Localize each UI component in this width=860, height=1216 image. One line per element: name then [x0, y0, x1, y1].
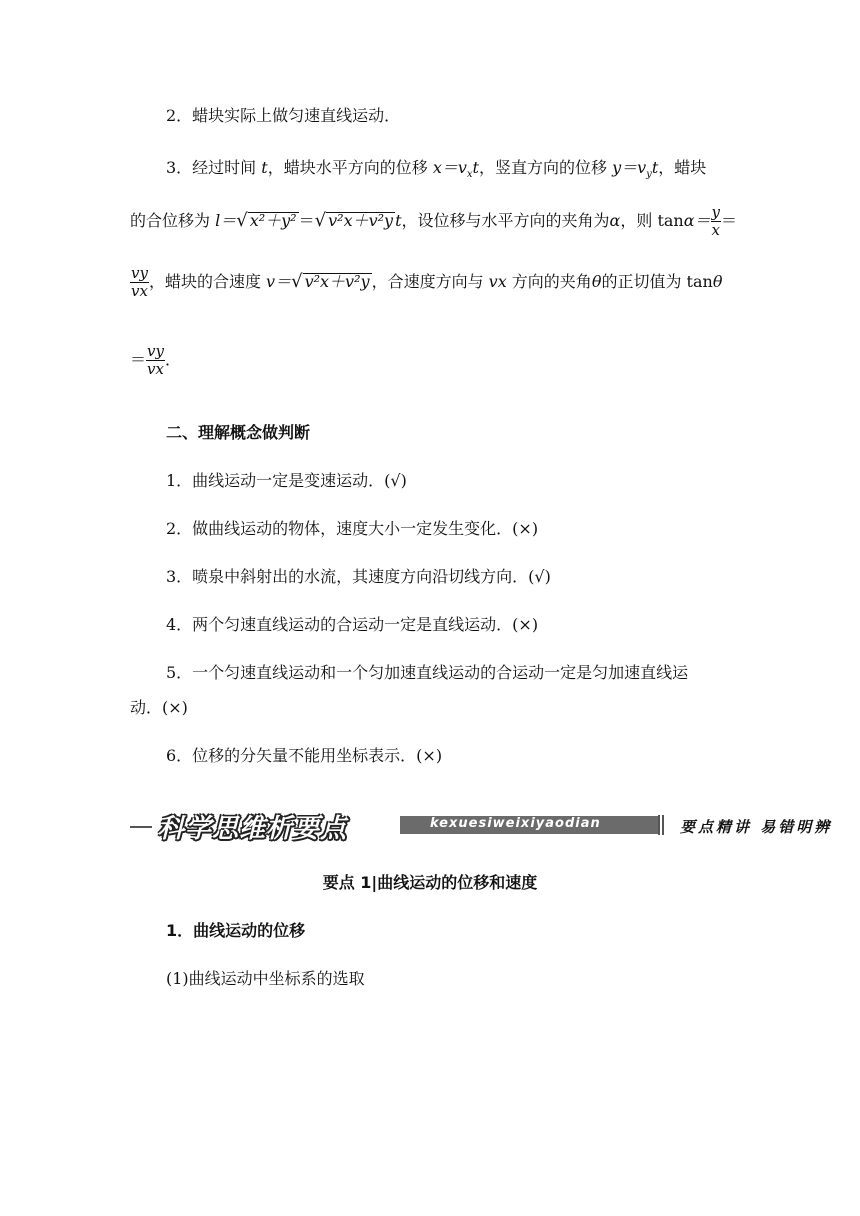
banner-rule: [130, 826, 152, 828]
math-alpha-eq: α＝: [683, 211, 711, 230]
text-fragment: 的合位移为: [130, 211, 216, 230]
radical-icon: √: [236, 210, 248, 231]
math-v-eq: v＝: [266, 272, 292, 291]
list-item: 2．做曲线运动的物体，速度大小一定发生变化．(×): [166, 519, 539, 538]
math-alpha: α: [609, 211, 621, 230]
math-vx: vx: [488, 272, 507, 291]
text-fragment: 方向的夹角: [506, 272, 592, 291]
text-line: [130, 344, 181, 377]
list-item: 5．一个匀速直线运动和一个匀加速直线运动的合运动一定是匀加速直线运: [166, 663, 689, 682]
banner-subtitle: kexuesiweixiyaodian: [430, 816, 601, 831]
math-sqrt-x2y2: x²＋y²: [249, 211, 297, 230]
banner-title: 科学思维析要点: [158, 814, 348, 844]
text-fragment: 的正切值为 tan: [601, 272, 713, 291]
math-eq: ＝: [298, 211, 315, 230]
math-sqrt-v2: v²x＋v²y: [328, 211, 394, 230]
text-fragment: ，设位移与水平方向的夹角为: [401, 211, 610, 230]
list-item: 6．位移的分矢量不能用坐标表示．(×): [166, 746, 443, 765]
keypoint-title: 要点 1|曲线运动的位移和速度: [322, 873, 538, 892]
text-line: 2．蜡块实际上做匀速直线运动．: [166, 106, 401, 125]
text-fragment: ，蜡块的合速度: [148, 272, 267, 291]
math-eq: ＝: [130, 350, 147, 369]
keypoint-subitem: (1)曲线运动中坐标系的选取: [166, 969, 365, 988]
banner-divider: [658, 815, 660, 835]
text-fragment: ，竖直方向的位移: [478, 158, 613, 177]
list-item: 动．(×): [130, 698, 188, 717]
section-banner: [130, 812, 860, 842]
banner-divider: [662, 815, 664, 835]
radical-icon: √: [314, 210, 327, 231]
math-sqrt-v2: v²x＋v²y: [304, 272, 370, 291]
radical-icon: √: [291, 271, 303, 292]
math-theta: θ: [591, 272, 602, 291]
math-theta: θ: [712, 272, 723, 291]
text-fragment: ，合速度方向与: [371, 272, 489, 291]
list-item: 4．两个匀速直线运动的合运动一定是直线运动．(×): [166, 615, 539, 634]
text-fragment: ，则 tan: [620, 211, 684, 230]
text-fragment: ，蜡块水平方向的位移: [267, 158, 433, 177]
math-t: t: [395, 211, 402, 230]
math-l-eq: l＝: [215, 211, 237, 230]
list-item: 1．曲线运动一定是变速运动．(√): [166, 471, 407, 490]
fraction-y-over-x: $\frac{y}{x}$: [711, 203, 721, 239]
section-heading: 二、理解概念做判断: [166, 423, 311, 442]
text-line: [130, 266, 722, 299]
text-fragment: 3．经过时间: [166, 158, 262, 177]
text-line: [130, 205, 737, 238]
fraction-vy-over-vx: $\frac{vy}{vx}$: [147, 342, 164, 378]
text-line: [166, 160, 706, 180]
fraction-vy-over-vx: $\frac{vy}{vx}$: [131, 264, 148, 300]
text-fragment: ，蜡块: [658, 158, 707, 177]
list-item: 3．喷泉中斜射出的水流，其速度方向沿切线方向．(√): [166, 567, 551, 586]
text-fragment: ．: [164, 350, 181, 369]
math-y-displacement: $y=v_yt$: [612, 158, 659, 181]
keypoint-subheading: 1．曲线运动的位移: [166, 921, 306, 940]
math-t: t: [261, 158, 268, 177]
math-x-displacement: $x=v_xt$: [432, 158, 479, 181]
banner-right-label: 要点精讲 易错明辨: [680, 818, 833, 836]
math-eq: ＝: [721, 211, 738, 230]
